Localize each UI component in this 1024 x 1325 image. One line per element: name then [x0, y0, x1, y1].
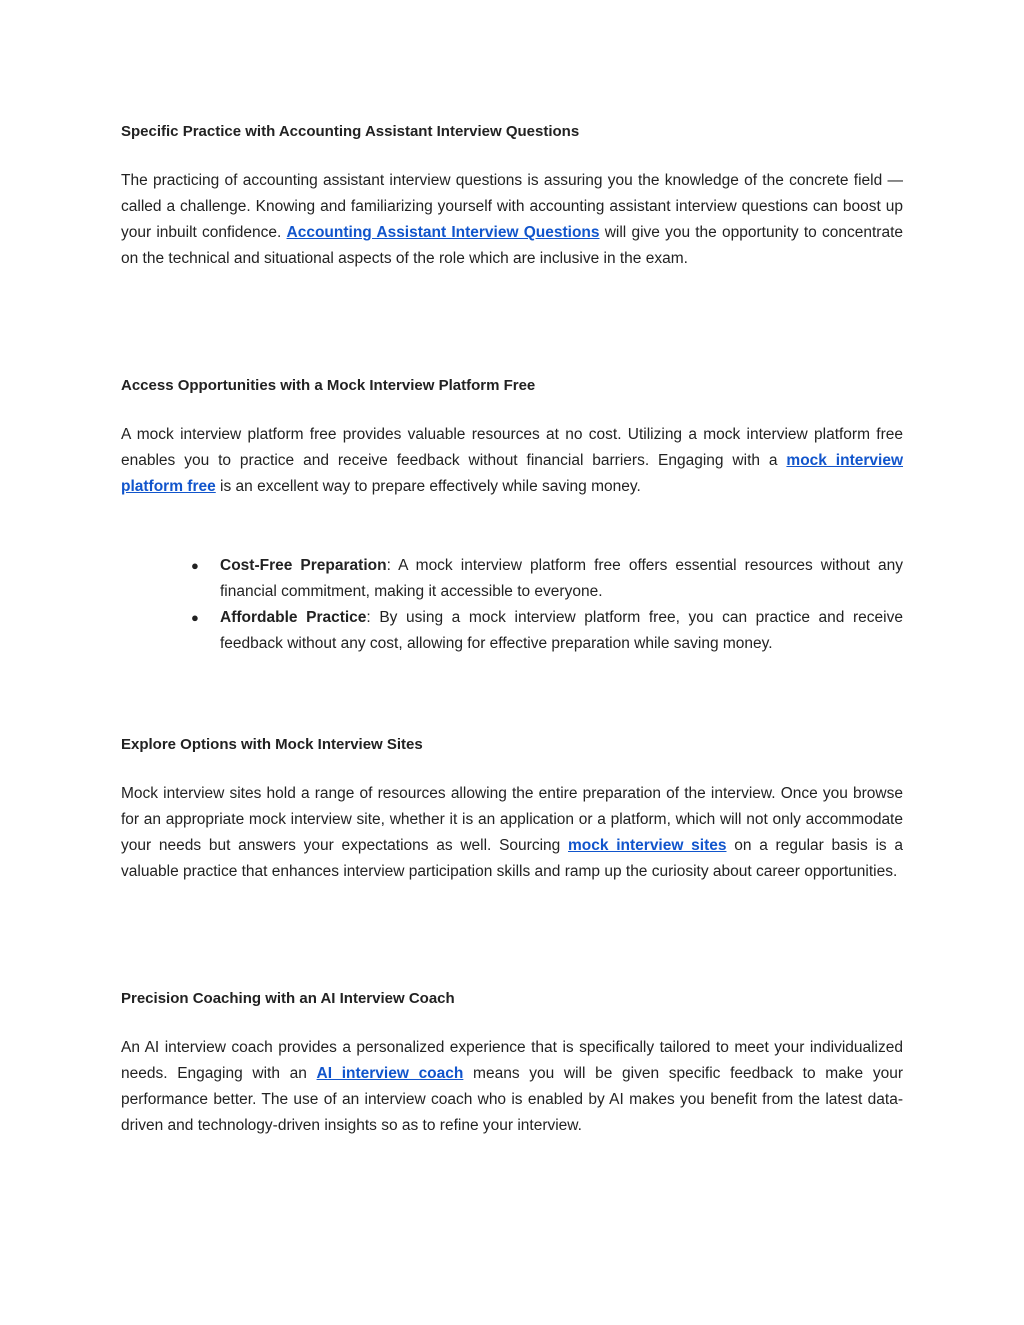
section-heading-mock-sites: Explore Options with Mock Interview Sites [121, 736, 423, 753]
paragraph-text: will give you the opportunity to concentrate on the technical and situational aspects of the role which are inclusive in the exam. [121, 224, 903, 267]
bullet-icon: ● [191, 558, 199, 573]
section-paragraph-mock-sites [121, 781, 903, 885]
paragraph-text: The practicing of accounting assistant interview questions is assuring you the knowledge of the concrete field — called a challenge. Knowing and familiarizing yourself with accounting assistant interview questions can boost up your inbuilt confidence. [121, 172, 903, 241]
list-item [191, 553, 903, 605]
bullet-text: : A mock interview platform free offers essential resources without any financial commitment, making it accessible to everyone. [220, 557, 903, 600]
bullet-term: Cost-Free Preparation [220, 557, 387, 574]
paragraph-text: is an excellent way to prepare effectively while saving money. [215, 478, 641, 495]
section-heading-ai-coach: Precision Coaching with an AI Interview Coach [121, 990, 455, 1007]
bullet-term: Affordable Practice [220, 609, 367, 626]
section-heading-mock-platform: Access Opportunities with a Mock Interview Platform Free [121, 377, 536, 394]
paragraph-text: A mock interview platform free provides valuable resources at no cost. Utilizing a mock interview platform free enables you to practice and receive feedback without financial barriers. Engaging with a [121, 426, 903, 469]
bullet-icon: ● [191, 610, 199, 625]
list-item [191, 605, 903, 657]
paragraph-text: Mock interview sites hold a range of resources allowing the entire preparation of the interview. Once you browse for an appropriate mock interview site, whether it is an application or a platform, which will not only accommodate your needs but answers your expectations as well. Sourcing [121, 785, 903, 854]
paragraph-text: means you will be given specific feedback to make your performance better. The use of an interview coach who is enabled by AI makes you benefit from the latest data-driven and technology-driven insights so as to refine your interview. [121, 1065, 903, 1134]
bullet-list [191, 553, 903, 657]
accounting-questions-link[interactable]: Accounting Assistant Interview Questions [286, 224, 600, 241]
section-paragraph-ai-coach [121, 1035, 903, 1139]
section-heading-accounting: Specific Practice with Accounting Assistant Interview Questions [121, 123, 580, 140]
paragraph-text: An AI interview coach provides a personalized experience that is specifically tailored to meet your individualized needs. Engaging with an [121, 1039, 903, 1082]
ai-interview-coach-link[interactable]: AI interview coach [316, 1065, 464, 1082]
mock-platform-free-link[interactable]: mock interview platform free [121, 452, 904, 495]
section-paragraph-accounting [121, 168, 903, 272]
paragraph-text: on a regular basis is a valuable practice that enhances interview participation skills and ramp up the curiosity about career opportunities. [121, 837, 904, 880]
mock-interview-sites-link[interactable]: mock interview sites [568, 837, 727, 854]
section-paragraph-mock-platform [121, 422, 903, 500]
bullet-text: : By using a mock interview platform free, you can practice and receive feedback without any cost, allowing for effective preparation while saving money. [220, 609, 903, 652]
